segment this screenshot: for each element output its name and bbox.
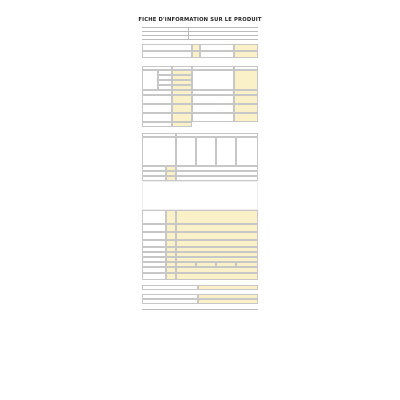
guarantee-divider: [142, 309, 258, 310]
document-title: FICHE D'INFORMATION SUR LE PRODUIT: [138, 17, 262, 23]
